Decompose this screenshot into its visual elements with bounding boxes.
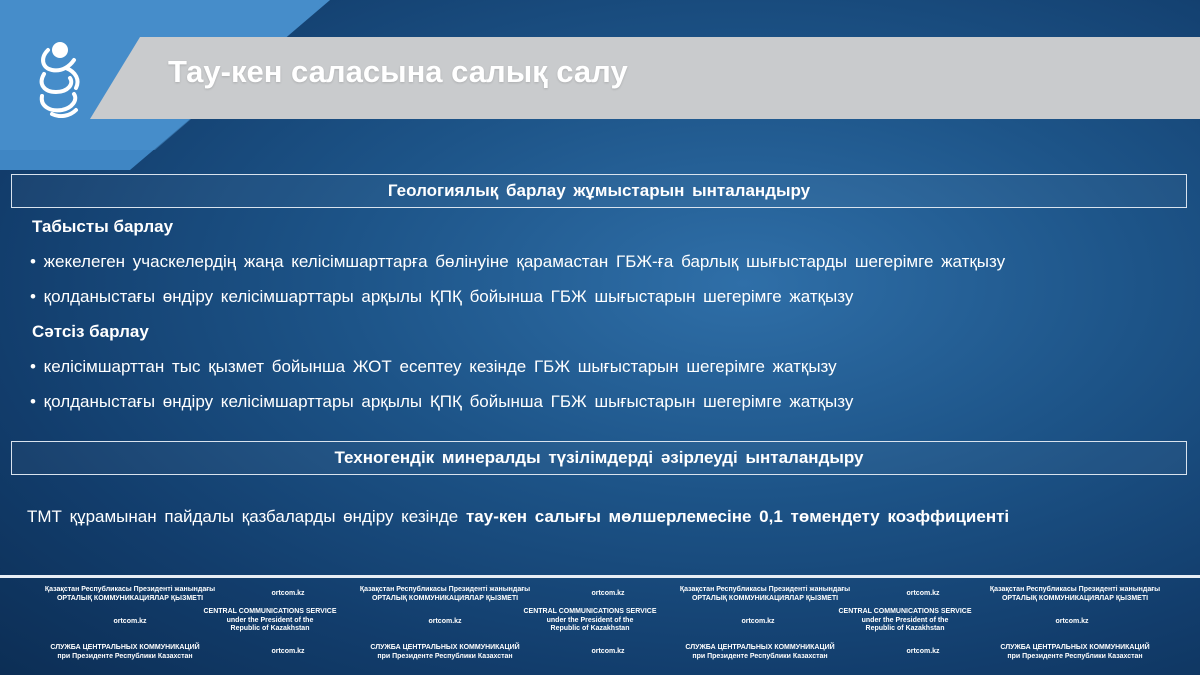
description-bold: тау-кен салығы мөлшерлемесіне 0,1 төмендету коэффициенті (465, 507, 1010, 526)
footer-ru-org: СЛУЖБА ЦЕНТРАЛЬНЫХ КОММУНИКАЦИЙ при Президенте Республики Казахстан (1000, 644, 1150, 660)
footer-ru-org: СЛУЖБА ЦЕНТРАЛЬНЫХ КОММУНИКАЦИЙ при Президенте Республики Казахстан (50, 644, 200, 660)
footer-pattern (0, 578, 1200, 675)
footer-en-org: CENTRAL COMMUNICATIONS SERVICE under the President of the Republic of Kazakhstan (838, 608, 972, 632)
footer-site: ortcom.kz (906, 590, 940, 597)
footer-site: ortcom.kz (113, 618, 147, 625)
technogenic-description (27, 507, 1009, 527)
subsection-title: Табысты барлау (32, 217, 174, 236)
subsection-title: Сәтсіз барлау (32, 322, 149, 341)
snow-leopard-emblem-icon (30, 38, 88, 118)
footer-site: ortcom.kz (428, 618, 462, 625)
footer-kz-org: Қазақстан Республикасы Президенті жанындағы ОРТАЛЫҚ КОММУНИКАЦИЯЛАР ҚЫЗМЕТІ (989, 586, 1161, 602)
footer-site: ortcom.kz (1055, 618, 1089, 625)
footer-kz-org: Қазақстан Республикасы Президенті жанындағы ОРТАЛЫҚ КОММУНИКАЦИЯЛАР ҚЫЗМЕТІ (679, 586, 851, 602)
section-heading-technogenic: Техногендік минералды түзілімдерді әзірлеуді ынталандыру (11, 441, 1187, 475)
bullet-item: • келісімшарттан тыс қызмет бойынша ЖОТ есептеу кезінде ГБЖ шығыстарын шегерімге жатқызу (30, 357, 837, 376)
footer-site: ortcom.kz (591, 648, 625, 655)
section-heading-exploration: Геологиялық барлау жұмыстарын ынталандыру (11, 174, 1187, 208)
footer-ru-org: СЛУЖБА ЦЕНТРАЛЬНЫХ КОММУНИКАЦИЙ при Президенте Республики Казахстан (685, 644, 835, 660)
footer-en-org: CENTRAL COMMUNICATIONS SERVICE under the President of the Republic of Kazakhstan (523, 608, 657, 632)
footer-site: ortcom.kz (271, 648, 305, 655)
footer-kz-org: Қазақстан Республикасы Президенті жанындағы ОРТАЛЫҚ КОММУНИКАЦИЯЛАР ҚЫЗМЕТІ (359, 586, 531, 602)
bullet-item: • қолданыстағы өндіру келісімшарттары арқылы ҚПҚ бойынша ГБЖ шығыстарын шегерімге жатқызу (30, 287, 854, 306)
page-title: Тау-кен саласына салық салу (168, 54, 628, 89)
footer-site: ortcom.kz (271, 590, 305, 597)
footer-ru-org: СЛУЖБА ЦЕНТРАЛЬНЫХ КОММУНИКАЦИЙ при Президенте Республики Казахстан (370, 644, 520, 660)
footer-site: ortcom.kz (741, 618, 775, 625)
description-normal: ТМТ құрамынан пайдалы қазбаларды өндіру кезінде (27, 507, 466, 526)
footer-site: ortcom.kz (591, 590, 625, 597)
bullet-item: • қолданыстағы өндіру келісімшарттары арқылы ҚПҚ бойынша ГБЖ шығыстарын шегерімге жатқызу (30, 392, 854, 411)
footer-en-org: CENTRAL COMMUNICATIONS SERVICE under the President of the Republic of Kazakhstan (203, 608, 337, 632)
bullet-item: • жекелеген учаскелердің жаңа келісімшарттарға бөлінуіне қарамастан ГБЖ-ға барлық шығыстарды шегерімге жатқызу (30, 252, 1006, 271)
footer-kz-org: Қазақстан Республикасы Президенті жанындағы ОРТАЛЫҚ КОММУНИКАЦИЯЛАР ҚЫЗМЕТІ (44, 586, 216, 602)
footer-site: ortcom.kz (906, 648, 940, 655)
